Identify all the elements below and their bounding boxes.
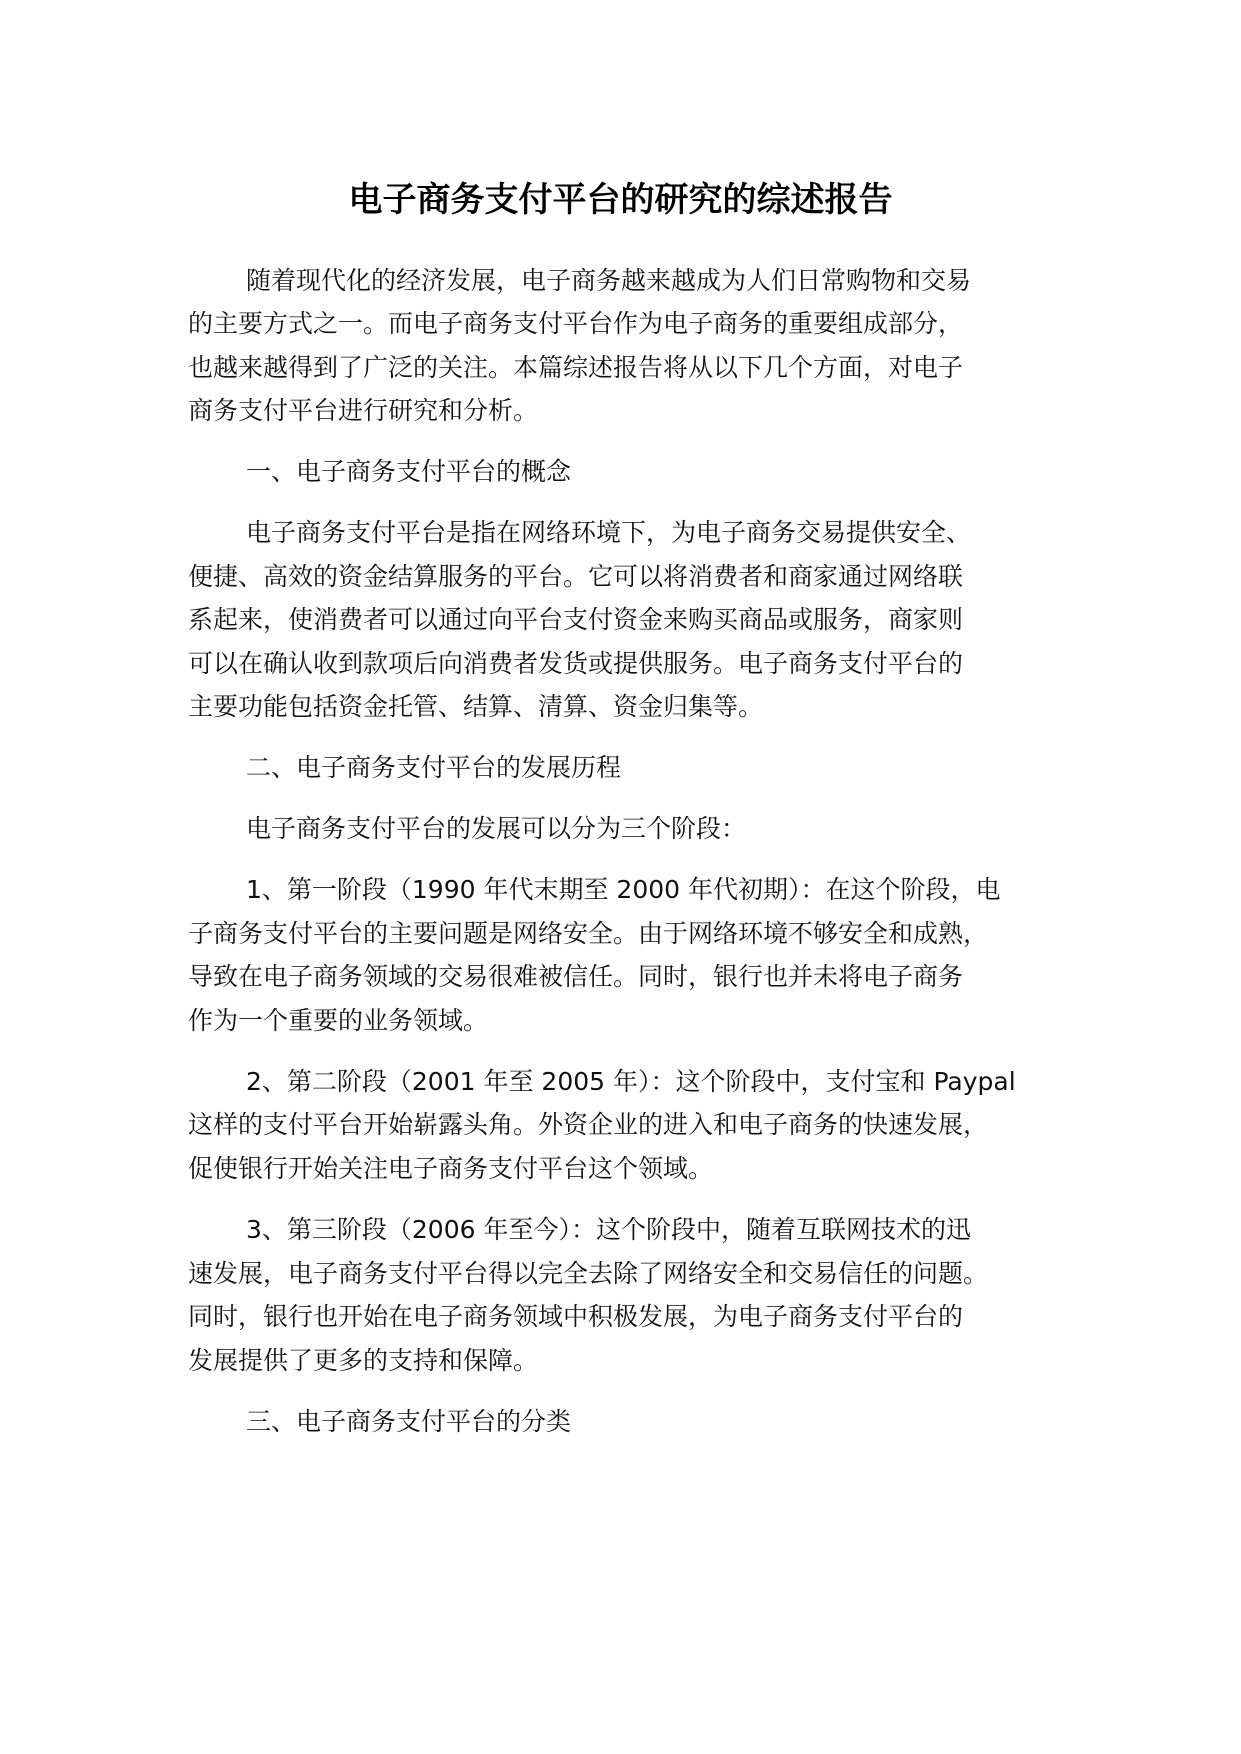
section-1-line-1: 电子商务支付平台是指在网络环境下，为电子商务交易提供安全、 bbox=[246, 518, 972, 547]
section-1-line-5: 主要功能包括资金托管、结算、清算、资金归集等。 bbox=[188, 692, 764, 721]
section-1-line-3: 系起来，使消费者可以通过向平台支付资金来购买商品或服务，商家则 bbox=[188, 605, 964, 634]
stage-1-line-3: 导致在电子商务领域的交易很难被信任。同时，银行也并未将电子商务 bbox=[188, 962, 964, 991]
section-2-heading: 二、电子商务支付平台的发展历程 bbox=[246, 753, 622, 782]
stage-3-line-2: 速发展，电子商务支付平台得以完全去除了网络安全和交易信任的问题。 bbox=[188, 1259, 989, 1288]
section-3-heading: 三、电子商务支付平台的分类 bbox=[246, 1407, 572, 1436]
stage-3-line-1: 3、第三阶段（2006 年至今）：这个阶段中，随着互联网技术的迅 bbox=[246, 1215, 971, 1244]
stage-3-line-3: 同时，银行也开始在电子商务领域中积极发展，为电子商务支付平台的 bbox=[188, 1302, 964, 1331]
section-1-line-2: 便捷、高效的资金结算服务的平台。它可以将消费者和商家通过网络联 bbox=[188, 562, 964, 591]
intro-line-4: 商务支付平台进行研究和分析。 bbox=[188, 396, 539, 425]
stage-2-line-2: 这样的支付平台开始崭露头角。外资企业的进入和电子商务的快速发展， bbox=[188, 1110, 989, 1139]
stage-2-line-3: 促使银行开始关注电子商务支付平台这个领域。 bbox=[188, 1154, 714, 1183]
stage-1-line-1: 1、第一阶段（1990 年代末期至 2000 年代初期）：在这个阶段，电 bbox=[246, 875, 1001, 904]
intro-line-2: 的主要方式之一。而电子商务支付平台作为电子商务的重要组成部分， bbox=[188, 309, 964, 338]
stage-1-line-4: 作为一个重要的业务领域。 bbox=[188, 1006, 489, 1035]
document-title: 电子商务支付平台的研究的综述报告 bbox=[348, 180, 893, 220]
stage-1-line-2: 子商务支付平台的主要问题是网络安全。由于网络环境不够安全和成熟， bbox=[188, 919, 989, 948]
stage-3-line-4: 发展提供了更多的支持和保障。 bbox=[188, 1346, 539, 1375]
section-2-intro: 电子商务支付平台的发展可以分为三个阶段： bbox=[246, 814, 747, 843]
section-1-heading: 一、电子商务支付平台的概念 bbox=[246, 457, 572, 486]
section-1-line-4: 可以在确认收到款项后向消费者发货或提供服务。电子商务支付平台的 bbox=[188, 649, 964, 678]
stage-2-line-1: 2、第二阶段（2001 年至 2005 年）：这个阶段中，支付宝和 Paypal bbox=[246, 1067, 1016, 1096]
intro-line-1: 随着现代化的经济发展，电子商务越来越成为人们日常购物和交易 bbox=[246, 266, 972, 295]
intro-line-3: 也越来越得到了广泛的关注。本篇综述报告将从以下几个方面，对电子 bbox=[188, 353, 964, 382]
